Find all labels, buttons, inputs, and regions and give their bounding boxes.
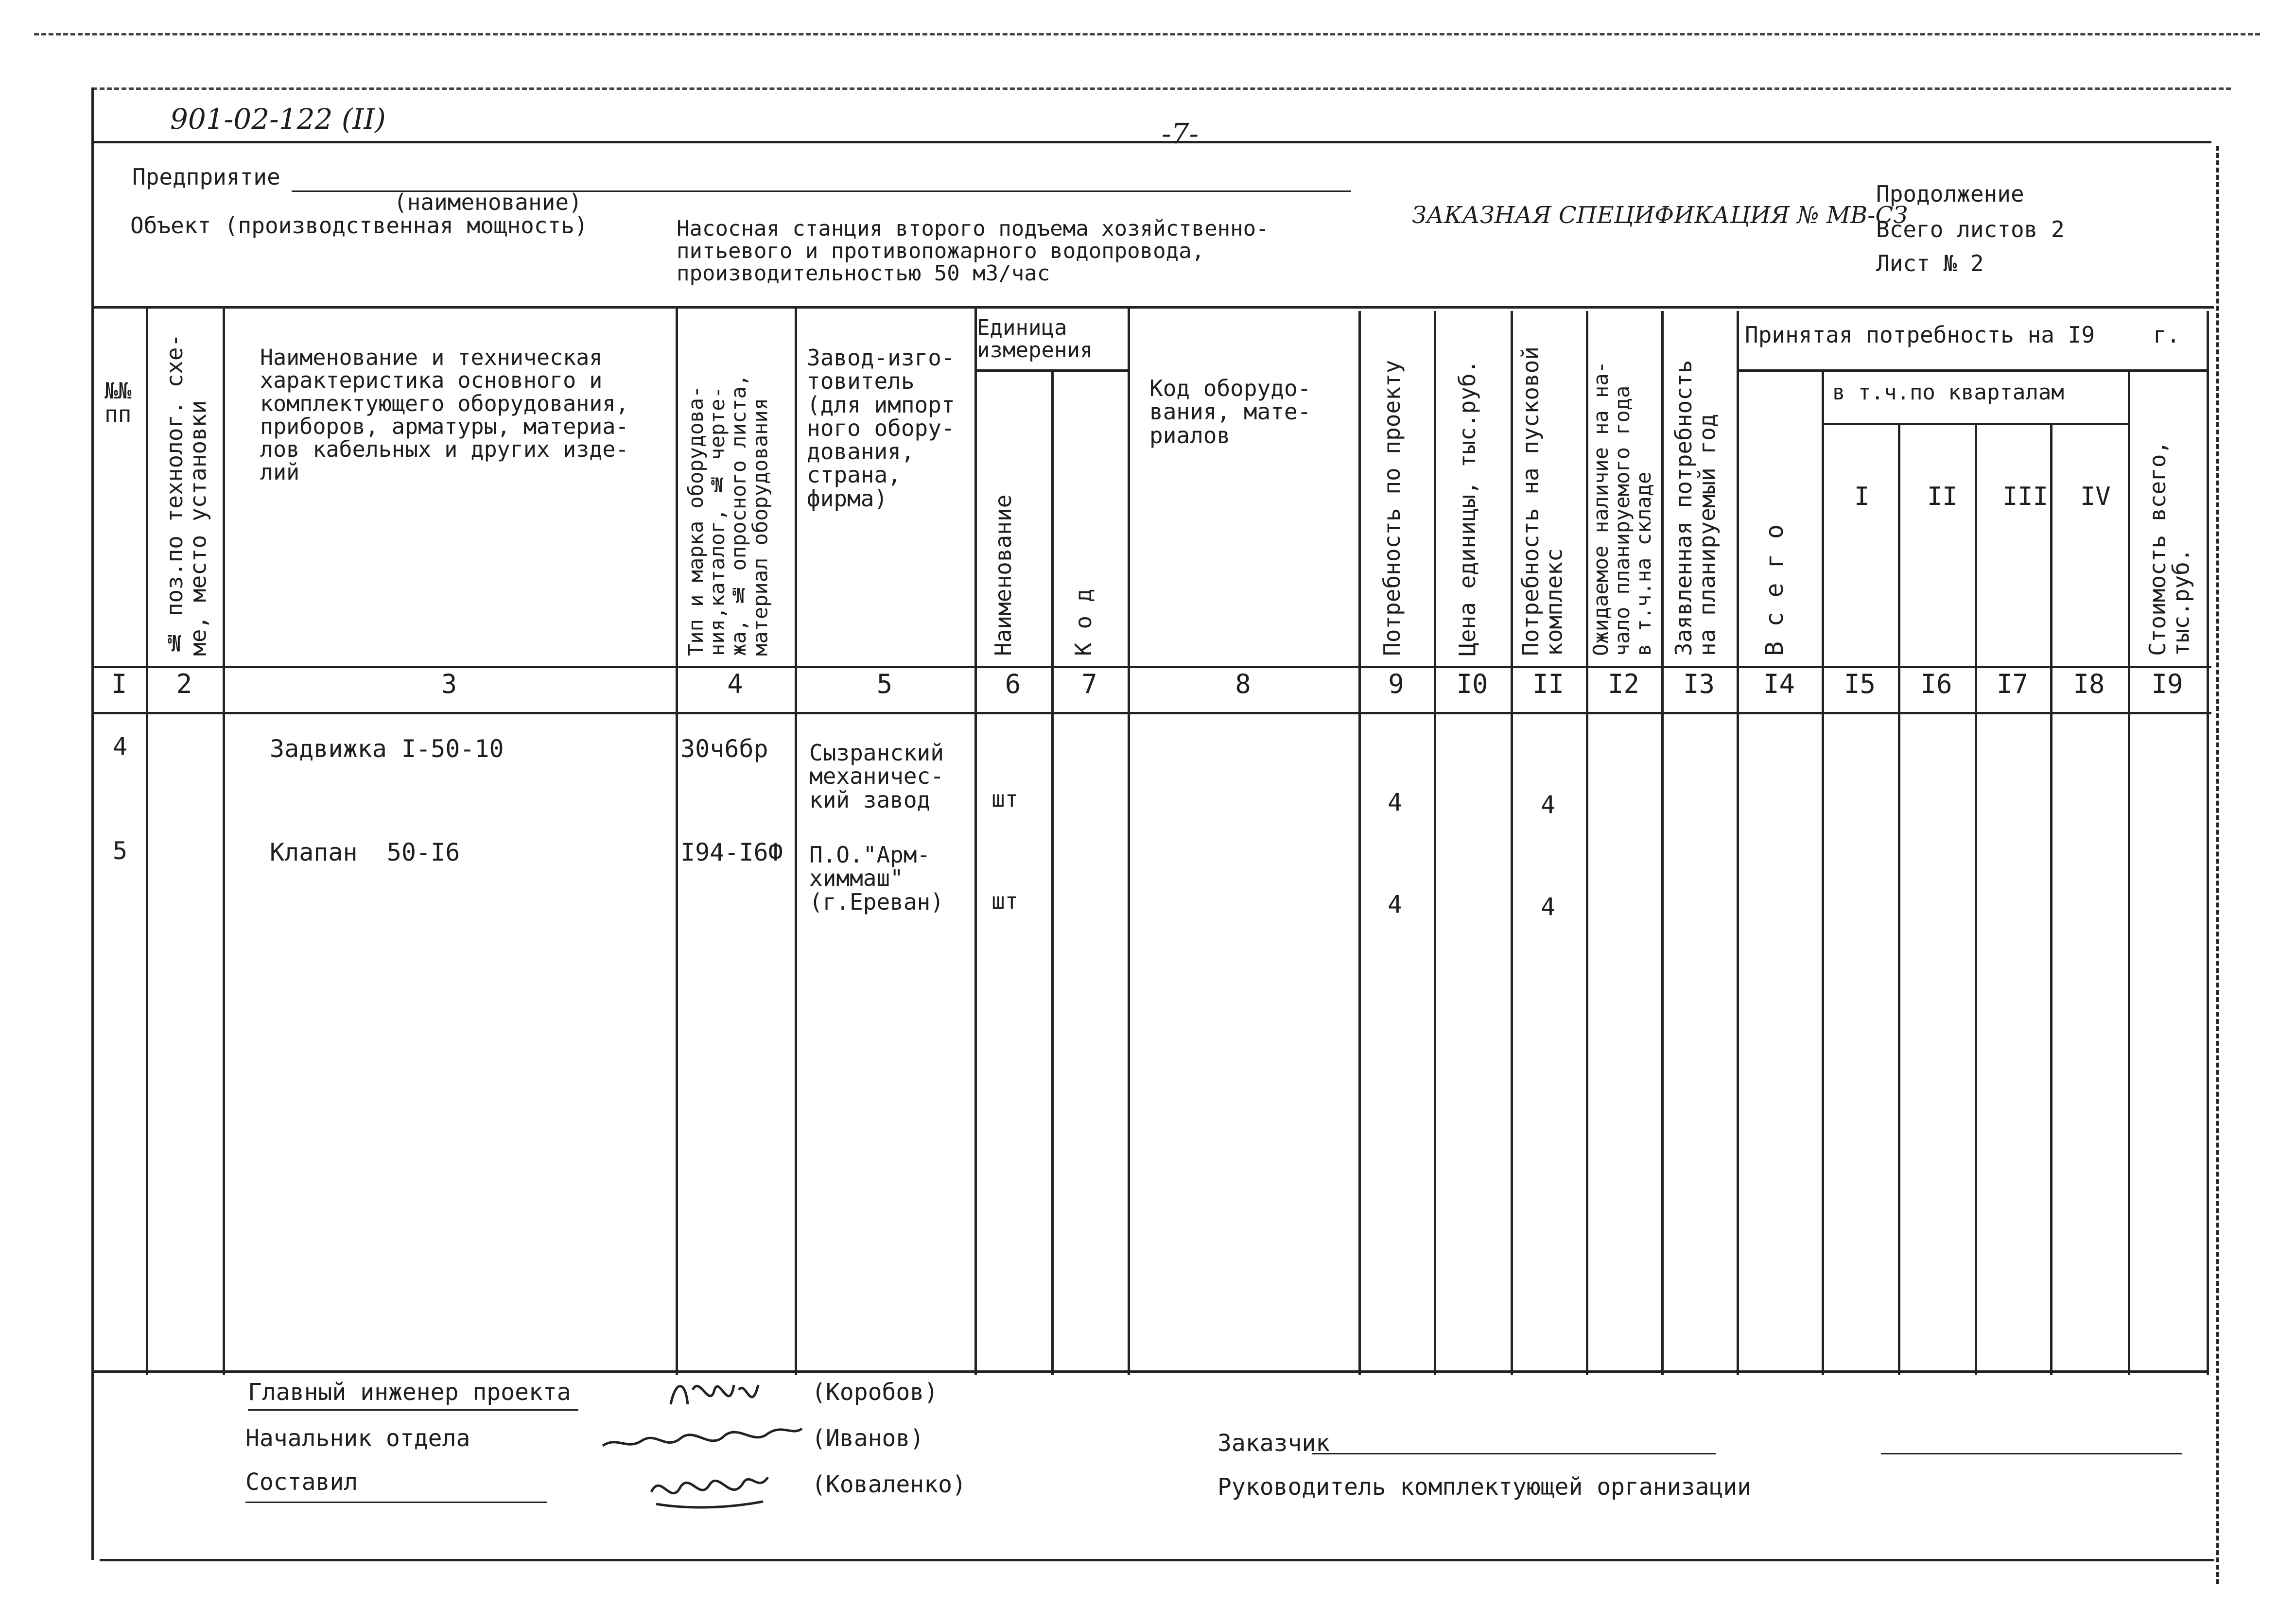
frame-bottom-border: [100, 1559, 2214, 1561]
col-num-8: 8: [1235, 669, 1251, 699]
row-1-unit: шт: [991, 786, 1019, 812]
col-line-14: [1822, 369, 1824, 1375]
object-text: Насосная станция второго подъема хозяйственно- питьевого и противопожарного водопровода, производительностью 50 м3/час: [677, 216, 1269, 286]
col-line-2: [223, 306, 225, 1375]
customer-line-right: [1881, 1453, 2182, 1454]
header-row-num: №№ пп: [104, 378, 132, 428]
row-2-unit: шт: [991, 888, 1019, 914]
name-caption: (наименование): [394, 189, 582, 215]
col-num-3: 3: [441, 669, 457, 699]
col-line-9: [1434, 311, 1436, 1375]
col-num-2: 2: [176, 669, 192, 699]
header-unit-group: Единица измерения: [977, 315, 1093, 363]
col-line-19: [2207, 311, 2209, 1375]
row-2-project-need: 4: [1388, 890, 1403, 918]
colnum-bottom-line: [92, 712, 2211, 714]
frame-top-dashed-line: [92, 87, 2231, 90]
col-num-14: I4: [1763, 669, 1795, 699]
col-line-17: [2050, 423, 2052, 1375]
quarters-line: [1822, 423, 2130, 425]
colnum-top-line: [92, 666, 2211, 668]
header-accepted-need: [1745, 323, 2180, 346]
top-dashed-line: [34, 33, 2260, 35]
spec-title: ЗАКАЗНАЯ СПЕЦИФИКАЦИЯ № МВ-СЗ: [1412, 202, 1908, 229]
sheet-number: Лист № 2: [1876, 250, 1984, 276]
col-num-5: 5: [876, 669, 893, 699]
header-total-cost: Стоимость всего, тыс.руб.: [2144, 440, 2194, 656]
row-1-name: Задвижка I-50-10: [270, 735, 504, 763]
dept-head-signature: [598, 1417, 807, 1460]
accepted-line: [1737, 369, 2209, 372]
col-line-18: [2128, 369, 2130, 1375]
header-unit-name: Наименование: [990, 494, 1016, 656]
col-num-4: 4: [727, 669, 743, 699]
col-line-15: [1898, 423, 1900, 1375]
col-num-19: I9: [2151, 669, 2183, 699]
header-q1: I: [1854, 482, 1870, 511]
col-num-16: I6: [1920, 669, 1952, 699]
unit-group-line: [974, 369, 1129, 372]
row-1-number: 4: [113, 732, 128, 760]
compiled-name: (Коваленко): [812, 1471, 966, 1498]
header-q3: III: [2002, 482, 2048, 511]
frame-right-border: [2216, 146, 2219, 1584]
header-project-need: Потребность по проекту: [1379, 360, 1405, 656]
header-total: В с е г о: [1760, 524, 1789, 656]
col-line-8: [1358, 311, 1361, 1375]
compiled-underline: [245, 1502, 547, 1503]
table-top-line: [92, 306, 2214, 309]
customer-line: [1312, 1453, 1716, 1454]
row-1-project-need: 4: [1388, 788, 1403, 816]
col-line-3: [676, 306, 678, 1375]
col-line-5: [974, 306, 977, 1375]
row-2-launch-need: 4: [1541, 893, 1556, 921]
header-q2: II: [1927, 482, 1958, 511]
enterprise-label: Предприятие: [132, 164, 280, 190]
row-1-maker: Сызранский механичес- кий завод: [809, 740, 944, 813]
chief-engineer-label: Главный инженер проекта: [248, 1379, 571, 1406]
row-2-type: I94-I6Ф: [680, 838, 783, 866]
col-line-11: [1586, 311, 1588, 1375]
page-number: -7-: [1162, 117, 1199, 150]
row-2-maker: П.О."Арм- химмаш" (г.Ереван): [809, 842, 944, 915]
col-num-18: I8: [2073, 669, 2105, 699]
header-name-description: Наименование и техническая характеристика основного и комплектующего оборудования, приборов, арматуры, материа- лов кабельных и других изде- лий: [260, 345, 629, 485]
col-line-7: [1128, 306, 1130, 1375]
col-num-11: II: [1532, 669, 1565, 699]
compiled-label: Составил: [245, 1469, 358, 1496]
row-1-launch-need: 4: [1541, 791, 1556, 819]
table-bottom-line: [92, 1370, 2207, 1373]
header-expected-stock: Ожидаемое наличие на на- чало планируемого года в т.ч.на складе: [1589, 361, 1656, 656]
col-line-1: [146, 306, 148, 1375]
col-line-6: [1051, 369, 1054, 1375]
header-q4: IV: [2080, 482, 2111, 511]
col-num-7: 7: [1081, 669, 1097, 699]
row-2-name: Клапан 50-I6: [270, 838, 460, 866]
accepted-label: Принятая потребность на I9: [1745, 322, 2095, 348]
header-top-line: [92, 141, 2211, 143]
customer-label: Заказчик: [1218, 1430, 1330, 1457]
col-num-10: I0: [1456, 669, 1488, 699]
supplier-head-label: Руководитель комплектующей организации: [1218, 1473, 1752, 1501]
row-1-type: 30ч6бр: [680, 735, 768, 763]
col-num-17: I7: [1996, 669, 2029, 699]
col-num-15: I5: [1844, 669, 1876, 699]
doc-code: 901-02-122 (II): [170, 103, 386, 136]
accepted-suffix: г.: [2153, 322, 2180, 348]
col-num-13: I3: [1683, 669, 1715, 699]
col-num-6: 6: [1005, 669, 1021, 699]
col-line-12: [1661, 311, 1664, 1375]
header-declared-need: Заявленная потребность на планируемый год: [1670, 360, 1721, 656]
row-2-number: 5: [113, 837, 128, 865]
col-num-9: 9: [1388, 669, 1404, 699]
header-unit-price: Цена единицы, тыс.руб.: [1454, 360, 1480, 656]
col-line-4: [795, 306, 797, 1375]
header-manufacturer: Завод-изго- товитель (для импорт ного обору- дования, страна, фирма): [807, 345, 955, 512]
col-num-12: I2: [1607, 669, 1640, 699]
dept-head-label: Начальник отдела: [245, 1425, 470, 1452]
chief-engineer-name: (Коробов): [812, 1379, 939, 1406]
continuation-label: Продолжение: [1876, 181, 2024, 207]
chief-engineer-underline: [248, 1409, 578, 1411]
col-num-1: I: [111, 669, 127, 699]
col-line-13: [1737, 311, 1739, 1375]
header-equipment-code: Код оборудо- вания, мате- риалов: [1149, 375, 1311, 449]
header-unit-code: К о д: [1070, 588, 1096, 656]
col-line-10: [1511, 311, 1513, 1375]
chief-engineer-signature: [666, 1370, 792, 1424]
header-launch-need: Потребность на пусковой комплекс: [1517, 346, 1567, 656]
header-position: № поз.по технолог. схе- ме, место установки: [161, 333, 211, 656]
header-quarters: в т.ч.по кварталам: [1832, 380, 2064, 405]
dept-head-name: (Иванов): [812, 1425, 924, 1452]
sheets-total: Всего листов 2: [1876, 216, 2065, 242]
col-line-16: [1975, 423, 1977, 1375]
header-type-brand: Тип и марка оборудова- ния,каталог, № черте- жа, № опросного листа, материал оборудования: [684, 374, 772, 656]
object-label: Объект (производственная мощность): [130, 212, 588, 239]
compiled-signature: [646, 1463, 773, 1516]
